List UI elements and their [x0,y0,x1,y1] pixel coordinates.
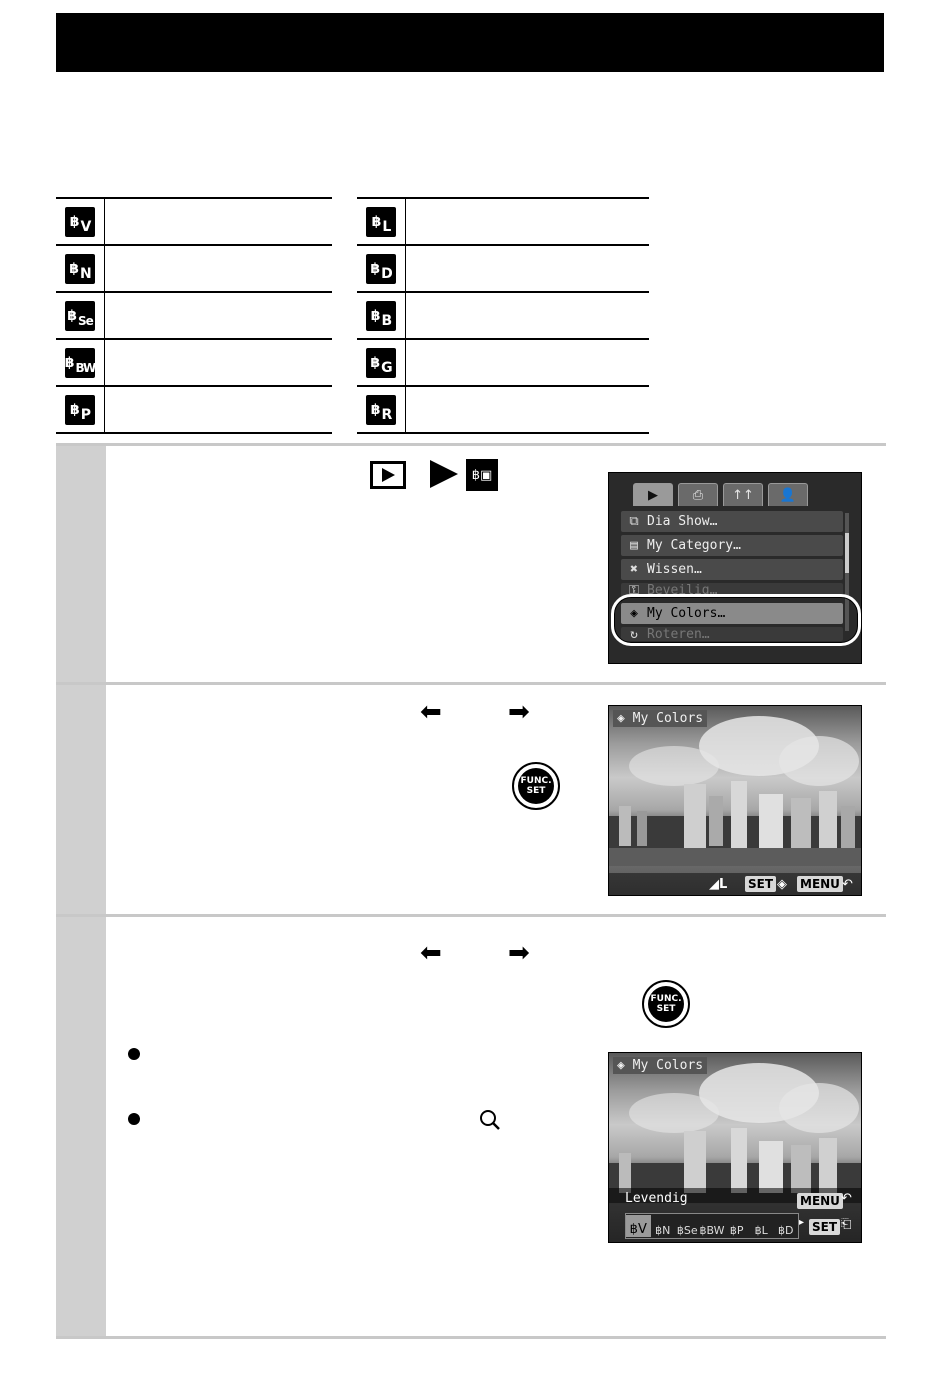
mode-name: Levendig [625,1191,688,1206]
menu-item-protect[interactable]: ⚿ Beveilig… [621,583,843,597]
menu-button-label: MENU [797,876,843,892]
my-colors-label: ◈ My Colors [613,710,707,727]
black-white-icon: ฿ BW [65,348,95,378]
mode-row [357,244,649,291]
erase-icon: ✖ [630,562,638,577]
left-arrow-icon: ⬅ [420,697,442,727]
right-arrow-icon: ➡ [508,938,530,968]
neutral-icon: ฿ N [65,254,95,284]
skyline-graphic [609,776,861,866]
menu-item-rotate[interactable]: ↻ Roteren… [621,627,843,641]
play-mode-icon [370,461,406,489]
set-button-label: SET [745,876,776,892]
mode-table-right [357,197,649,434]
mode-row [357,338,649,385]
menu-item-my-category[interactable]: ▤ My Category… [621,535,843,556]
step-number-column [56,446,106,685]
mode-row [357,385,649,434]
my-category-icon: ▤ [630,538,638,553]
my-colors-icon: ◈ [630,606,638,621]
image-size-indicator: ◢L [709,877,728,892]
strip-more-icon: ▸ [799,1217,805,1228]
mode-row [56,338,332,385]
camera-mycolors-screen [608,1052,862,1243]
my-colors-label: ◈ My Colors [613,1057,707,1074]
strip-black-white-icon[interactable]: ฿ BW [699,1224,725,1237]
vivid-red-icon: ฿ R [366,395,396,425]
my-colors-play-icon: ฿▣ [466,459,498,491]
strip-lighter-skin-icon[interactable]: ฿ L [754,1224,768,1237]
save-icon: ⎗ [841,1217,852,1232]
bullet-1 [128,1048,140,1060]
mode-row [56,385,332,434]
tab-print[interactable]: ⎙ [678,483,718,506]
step-2 [56,682,886,917]
magnifier-icon [478,1108,502,1132]
mode-row [56,197,332,244]
func-set-button[interactable]: FUNC. SET [642,980,690,1028]
menu-item-slideshow[interactable]: ⧉ Dia Show… [621,511,843,532]
mode-row [357,291,649,338]
rotate-icon: ↻ [630,627,638,641]
camera-photo-screen [608,705,862,896]
sepia-icon: ฿ Se [65,301,95,331]
step-bottom-rule [56,1336,886,1339]
positive-film-icon: ฿ V [65,207,95,237]
strip-positive-icon[interactable]: ฿ P [729,1224,744,1237]
positive-icon: ฿ P [65,395,95,425]
vivid-blue-icon: ฿ B [366,301,396,331]
next-arrow-icon [428,458,460,490]
mode-selector-strip[interactable] [625,1213,799,1239]
my-colors-small-icon: ◈ [777,877,787,892]
tab-setup[interactable]: ↑↑ [723,483,763,506]
darker-skin-icon: ฿ D [366,254,396,284]
menu-button-label: MENU [797,1193,843,1209]
mode-row [56,244,332,291]
vivid-green-icon: ฿ G [366,348,396,378]
tab-my-camera[interactable]: 👤 [768,483,808,506]
strip-neutral-icon[interactable]: ฿ N [655,1224,671,1237]
mode-row [56,291,332,338]
protect-icon: ⚿ [629,583,639,597]
step-number-column [56,917,106,1339]
return-icon: ↶ [841,1191,852,1206]
strip-positive-film-icon[interactable]: ฿ V [626,1215,651,1237]
strip-sepia-icon[interactable]: ฿ Se [676,1224,698,1237]
highlight-ring [611,594,861,646]
step-3 [56,914,886,1339]
right-arrow-icon: ➡ [508,697,530,727]
return-icon: ↶ [842,877,853,892]
strip-darker-skin-icon[interactable]: ฿ D [778,1224,794,1237]
set-button-label: SET [809,1219,840,1235]
mode-table-left [56,197,332,434]
step-1 [56,443,886,685]
slideshow-icon: ⧉ [629,514,639,529]
step-number-column [56,685,106,917]
tab-play[interactable]: ▶ [633,483,673,506]
menu-item-my-colors[interactable]: ◈ My Colors… [621,603,843,624]
camera-menu-screen [608,472,862,664]
menu-tabs [633,483,808,506]
menu-item-erase[interactable]: ✖ Wissen… [621,559,843,580]
func-set-button[interactable]: FUNC. SET [512,762,560,810]
header-bar [56,13,884,72]
lighter-skin-icon: ฿ L [366,207,396,237]
mode-row [357,197,649,244]
bullet-2 [128,1113,140,1125]
left-arrow-icon: ⬅ [420,938,442,968]
